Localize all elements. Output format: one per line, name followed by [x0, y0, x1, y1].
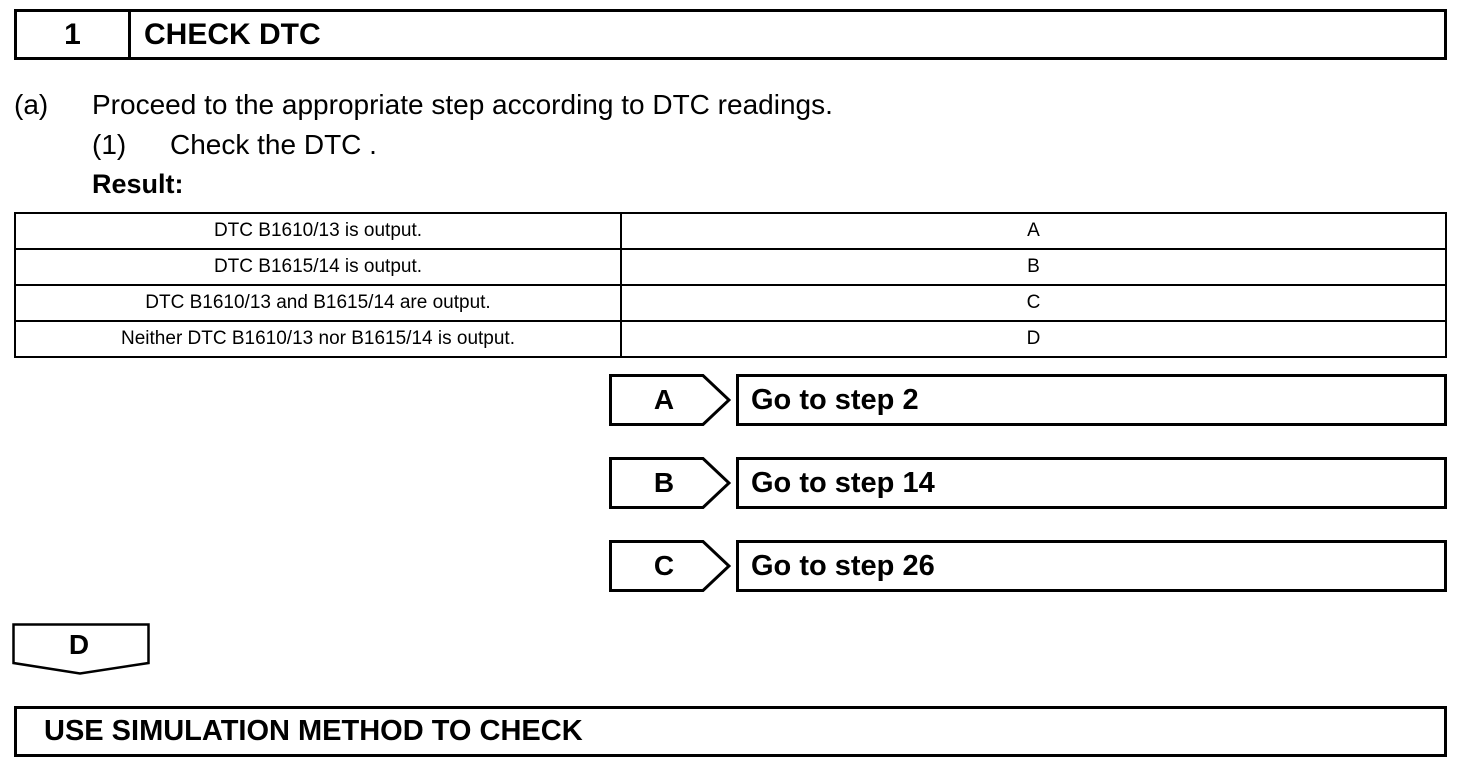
result-cell: C: [621, 285, 1446, 321]
condition-cell: DTC B1610/13 and B1615/14 are output.: [15, 285, 621, 321]
branch-a-label: A: [653, 384, 675, 415]
result-table: [14, 212, 1447, 358]
branch-c-target[interactable]: Go to step 26: [736, 540, 1447, 592]
instruction-sub-text: Check the DTC .: [170, 129, 377, 160]
instruction-sub-marker: (1): [92, 129, 127, 160]
branch-b-arrow[interactable]: [609, 457, 731, 509]
result-cell: A: [621, 213, 1446, 249]
step-number: 1: [17, 12, 131, 57]
result-cell: B: [621, 249, 1446, 285]
condition-cell: DTC B1615/14 is output.: [15, 249, 621, 285]
table-row: [15, 249, 1446, 285]
step-header: [14, 9, 1447, 60]
branch-b-label: B: [653, 467, 675, 498]
branch-d-label: D: [68, 629, 90, 660]
branch-c-arrow[interactable]: [609, 540, 731, 592]
step-title: CHECK DTC: [144, 17, 321, 51]
instruction-a-text: Proceed to the appropriate step according to DTC readings.: [92, 89, 833, 120]
branch-d-arrow[interactable]: [12, 623, 150, 675]
result-cell: D: [621, 321, 1446, 357]
table-row: [15, 213, 1446, 249]
condition-cell: Neither DTC B1610/13 nor B1615/14 is output.: [15, 321, 621, 357]
result-label: Result:: [92, 169, 184, 199]
branch-a-target[interactable]: Go to step 2: [736, 374, 1447, 426]
table-row: [15, 321, 1446, 357]
branch-c-label: C: [653, 550, 675, 581]
next-step-box[interactable]: USE SIMULATION METHOD TO CHECK: [14, 706, 1447, 757]
branch-a-arrow[interactable]: [609, 374, 731, 426]
branch-b-target[interactable]: Go to step 14: [736, 457, 1447, 509]
condition-cell: DTC B1610/13 is output.: [15, 213, 621, 249]
instruction-a-marker: (a): [14, 89, 49, 120]
table-row: [15, 285, 1446, 321]
